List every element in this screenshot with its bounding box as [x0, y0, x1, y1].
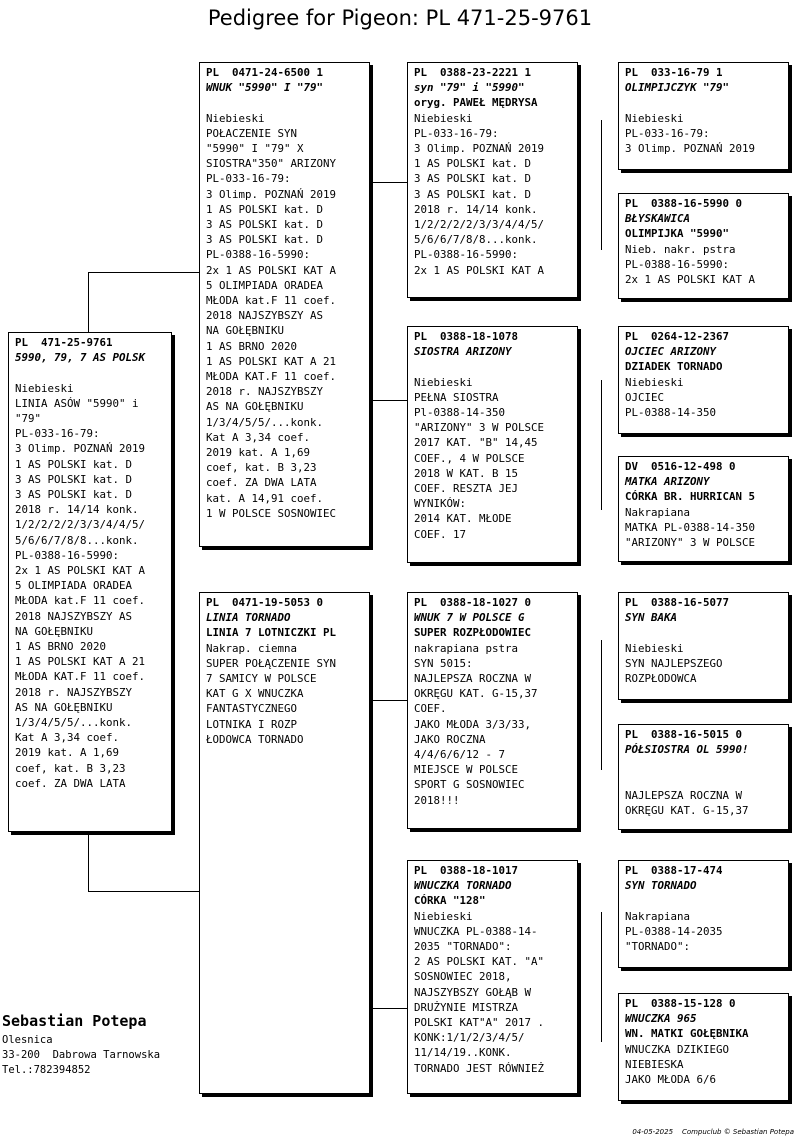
pigeon-info-line: 2018 r. NAJSZYBSZY [206, 385, 324, 399]
pigeon-info-line: WNUCZKA PL-0388-14- [414, 924, 538, 938]
pigeon-info-line: MŁODA KAT.F 11 coef. [206, 370, 337, 384]
pigeon-info-line: Kat A 3,34 coef. [15, 731, 120, 745]
pigeon-info-line: Niebieski [625, 375, 684, 389]
pigeon-info-line: KONK:1/1/2/3/4/5/ [414, 1031, 525, 1045]
pigeon-info-line: JAKO ROCZNA [414, 732, 486, 746]
pigeon-card-mf [407, 592, 578, 829]
pigeon-info-line: kat. A 14,91 coef. [206, 491, 324, 505]
ring-number: PL 471-25-9761 [15, 336, 113, 349]
ring-number: PL 0471-24-6500 1 [206, 66, 324, 79]
pigeon-info-line: 2018 NAJSZYBSZY AS [206, 309, 324, 323]
pigeon-info-line: SOSNOWIEC 2018, [414, 970, 512, 984]
pigeon-info-line: 2x 1 AS POLSKI KAT A [414, 263, 545, 277]
pigeon-info-line: 4/4/6/6/12 - 7 [414, 748, 506, 762]
pigeon-info-line: COEF. RESZTA JEJ [414, 482, 519, 496]
pigeon-info-line: 3 AS POLSKI kat. D [206, 218, 324, 232]
pigeon-info-line [414, 359, 571, 374]
pigeon-info-line: 1 AS BRNO 2020 [15, 640, 107, 654]
ring-number: DV 0516-12-498 0 [625, 460, 736, 473]
pigeon-info-line: Nieb. nakr. pstra [625, 242, 736, 256]
pigeon-card-fff [618, 62, 789, 170]
pigeon-info-line [625, 757, 782, 772]
pigeon-info-line: 3 AS POLSKI kat. D [414, 187, 532, 201]
ring-number: PL 0388-17-474 [625, 864, 723, 877]
owner-city: Olesnica [2, 1034, 53, 1046]
pigeon-info-line: NIEBIESKA [625, 1057, 684, 1071]
pigeon-info-line: CÓRKA "128" [414, 894, 486, 908]
pigeon-info-line: 3 Olimp. POZNAŃ 2019 [625, 142, 756, 156]
pigeon-info-line: 2 AS POLSKI KAT. "A" [414, 955, 545, 969]
ring-number: PL 0264-12-2367 [625, 330, 730, 343]
connector-mm-parents [601, 912, 602, 1042]
pigeon-info-line: 2x 1 AS POLSKI KAT A [15, 564, 146, 578]
owner-info [2, 1012, 160, 1078]
pigeon-card-fmf [618, 326, 789, 434]
pigeon-info-line: ŁODOWCA TORNADO [206, 732, 304, 746]
pigeon-info-line: PL-0388-14-2035 [625, 924, 723, 938]
pigeon-info-line: SYN NAJLEPSZEGO [625, 656, 723, 670]
pigeon-info-line: 2019 kat. A 1,69 [15, 746, 120, 760]
pigeon-name: LINIA TORNADO [206, 611, 291, 625]
pigeon-card-mmf [618, 860, 789, 968]
pigeon-info-line [625, 773, 782, 788]
connector-father-fm [370, 400, 407, 401]
pigeon-info-line: WNUCZKA DZIKIEGO [625, 1042, 730, 1056]
pigeon-info-line: Nakrap. ciemna [206, 641, 298, 655]
pigeon-name: WNUK 7 W POLSCE G [414, 611, 525, 625]
pigeon-info-line: "79" [15, 412, 42, 426]
connector-father-ff [370, 182, 407, 183]
pigeon-info-line: DZIADEK TORNADO [625, 360, 723, 374]
pigeon-info-line: PL-0388-16-5990: [206, 248, 311, 262]
pigeon-info-line: Pl-0388-14-350 [414, 406, 506, 420]
pigeon-info-line: SIOSTRA"350" ARIZONY [206, 157, 337, 171]
pigeon-info-line: 2018 W KAT. B 15 [414, 466, 519, 480]
pigeon-info-line: AS NA GOŁĘBNIKU [206, 400, 304, 414]
pigeon-info-line: COEF., 4 W POLSCE [414, 451, 525, 465]
pigeon-name: SIOSTRA ARIZONY [414, 345, 512, 359]
pigeon-info-line: PL-0388-14-350 [625, 406, 717, 420]
pigeon-info-line: "ARIZONY" 3 W POLSCE [625, 536, 756, 550]
pigeon-info-line: oryg. PAWEŁ MĘDRYSA [414, 96, 538, 110]
pigeon-info-line: PL-033-16-79: [15, 427, 100, 441]
pigeon-info-line: 1/2/2/2/2/3/3/4/4/5/ [414, 218, 545, 232]
pigeon-info-line: Nakrapiana [625, 505, 691, 519]
ring-number: PL 0388-16-5077 [625, 596, 730, 609]
pigeon-info-line: 1/3/4/5/5/...konk. [206, 415, 324, 429]
pigeon-info-line: 1 AS POLSKI kat. D [15, 457, 133, 471]
pigeon-info-line: JAKO MŁODA 6/6 [625, 1073, 717, 1087]
pigeon-info-line: MŁODA KAT.F 11 coef. [15, 670, 146, 684]
pigeon-info-line: 1 AS BRNO 2020 [206, 339, 298, 353]
connector-ff-parents [601, 120, 602, 250]
pigeon-info-line: KAT G X WNUCZKA [206, 687, 304, 701]
ring-number: PL 0471-19-5053 0 [206, 596, 324, 609]
pigeon-name: syn "79" i "5990" [414, 81, 525, 95]
pigeon-info-line: Niebieski [625, 641, 684, 655]
connector-main-mother [88, 832, 89, 892]
pigeon-info-line: SUPER POŁĄCZENIE SYN [206, 656, 337, 670]
pigeon-info-line: 1 AS POLSKI kat. D [414, 157, 532, 171]
page-title: Pedigree for Pigeon: PL 471-25-9761 [207, 6, 593, 30]
pigeon-info-line: nakrapiana pstra [414, 641, 519, 655]
pigeon-info-line: PL-033-16-79: [206, 172, 291, 186]
pigeon-info-line: 5/6/6/7/8/8...konk. [414, 233, 538, 247]
pigeon-name: PÓŁSIOSTRA OL 5990! [625, 743, 749, 757]
pigeon-info-line: 7 SAMICY W POLSCE [206, 672, 317, 686]
pigeon-info-line: FANTASTYCZNEGO [206, 702, 298, 716]
pigeon-info-line: 2018 r. NAJSZYBSZY [15, 685, 133, 699]
connector-main-mother-h [88, 891, 199, 892]
pigeon-info-line: 11/14/19..KONK. [414, 1046, 512, 1060]
pigeon-info-line: 2019 kat. A 1,69 [206, 446, 311, 460]
pigeon-info-line: WYNIKÓW: [414, 497, 467, 511]
pigeon-info-line: MIEJSCE W POLSCE [414, 763, 519, 777]
pigeon-info-line: OKRĘGU KAT. G-15,37 [625, 804, 749, 818]
connector-fm-parents [601, 380, 602, 510]
pigeon-info-line: 2x 1 AS POLSKI KAT A [625, 273, 756, 287]
pigeon-info-line: "5990" I "79" X [206, 142, 304, 156]
pigeon-info-line: 2017 KAT. "B" 14,45 [414, 436, 538, 450]
pigeon-info-line: OJCIEC [625, 390, 665, 404]
connector-mother-mm [370, 1008, 407, 1009]
pigeon-card-mfm [618, 724, 789, 830]
pigeon-info-line: 1 AS POLSKI KAT A 21 [206, 354, 337, 368]
pigeon-info-line: Niebieski [625, 111, 684, 125]
pigeon-card-mff [618, 592, 789, 700]
pigeon-info-line: WN. MATKI GOŁĘBNIKA [625, 1027, 749, 1041]
pigeon-info-line: 1 AS POLSKI KAT A 21 [15, 655, 146, 669]
pigeon-info-line: CÓRKA BR. HURRICAN 5 [625, 490, 756, 504]
pigeon-info-line: NAJSZYBSZY GOŁĄB W [414, 985, 532, 999]
pigeon-info-line: AS NA GOŁĘBNIKU [15, 700, 113, 714]
pigeon-info-line: PL-0388-16-5990: [625, 257, 730, 271]
pigeon-info-line: LINIA 7 LOTNICZKI PL [206, 626, 337, 640]
pigeon-info-line: 5/6/6/7/8/8...konk. [15, 533, 139, 547]
pigeon-info-line: Nakrapiana [625, 909, 691, 923]
pigeon-info-line: 1 AS POLSKI kat. D [206, 202, 324, 216]
connector-main-father-h [88, 272, 199, 273]
pigeon-info-line: DRUŻYNIE MISTRZA [414, 1000, 519, 1014]
pigeon-info-line: Niebieski [206, 111, 265, 125]
pigeon-info-line [15, 365, 165, 380]
pigeon-info-line: 2014 KAT. MŁODE [414, 512, 512, 526]
pigeon-info-line: Niebieski [414, 375, 473, 389]
pigeon-name: MATKA ARIZONY [625, 475, 710, 489]
pigeon-name: OJCIEC ARIZONY [625, 345, 717, 359]
pigeon-card-main [8, 332, 172, 832]
pigeon-info-line [625, 95, 782, 110]
pigeon-name: SYN BAKA [625, 611, 678, 625]
owner-phone: Tel.:782394852 [2, 1064, 91, 1076]
pigeon-info-line: coef. ZA DWA LATA [15, 776, 126, 790]
footer-credit: Compuclub © Sebastian Potepa [681, 1128, 794, 1136]
pigeon-info-line: OLIMPIJKA "5990" [625, 227, 730, 241]
pigeon-info-line: SYN 5015: [414, 656, 473, 670]
pigeon-info-line: Kat A 3,34 coef. [206, 430, 311, 444]
pigeon-info-line: 5 OLIMPIADA ORADEA [206, 278, 324, 292]
pigeon-info-line: SPORT G SOSNOWIEC [414, 778, 525, 792]
ring-number: PL 0388-16-5015 0 [625, 728, 743, 741]
pigeon-info-line: MŁODA kat.F 11 coef. [206, 294, 337, 308]
pigeon-info-line: PEŁNA SIOSTRA [414, 390, 499, 404]
pigeon-info-line: ROZPŁODOWCA [625, 672, 697, 686]
pigeon-info-line [625, 893, 782, 908]
pigeon-name: SYN TORNADO [625, 879, 697, 893]
pigeon-info-line: NA GOŁĘBNIKU [15, 624, 94, 638]
pigeon-info-line: 3 AS POLSKI kat. D [15, 488, 133, 502]
pigeon-info-line: OKRĘGU KAT. G-15,37 [414, 687, 538, 701]
owner-name: Sebastian Potepa [2, 1012, 147, 1030]
pigeon-name: 5990, 79, 7 AS POLSK [15, 351, 146, 365]
pigeon-card-mother [199, 592, 370, 1094]
pigeon-info-line: TORNADO JEST RÓWNIEŻ [414, 1061, 545, 1075]
pigeon-info-line: POŁACZENIE SYN [206, 126, 298, 140]
pigeon-info-line: PL-033-16-79: [625, 126, 710, 140]
pigeon-name: OLIMPIJCZYK "79" [625, 81, 730, 95]
pigeon-info-line: 1/2/2/2/2/3/3/4/4/5/ [15, 518, 146, 532]
pigeon-info-line [206, 95, 363, 110]
footer-date: 04-05-2025 [632, 1128, 674, 1136]
ring-number: PL 0388-15-128 0 [625, 997, 736, 1010]
ring-number: PL 0388-18-1078 [414, 330, 519, 343]
pigeon-info-line: 2018!!! [414, 793, 460, 807]
pigeon-info-line: coef, kat. B 3,23 [206, 461, 317, 475]
pigeon-card-fm [407, 326, 578, 563]
pigeon-info-line: COEF. [414, 702, 447, 716]
pigeon-info-line: coef. ZA DWA LATA [206, 476, 317, 490]
pigeon-info-line: COEF. 17 [414, 527, 467, 541]
footer [632, 1128, 794, 1136]
ring-number: PL 0388-16-5990 0 [625, 197, 743, 210]
owner-address: 33-200 Dabrowa Tarnowska [2, 1049, 161, 1061]
pigeon-card-mmm [618, 993, 789, 1101]
pigeon-name: WNUCZKA 965 [625, 1012, 697, 1026]
pigeon-info-line: 2018 r. 14/14 konk. [15, 503, 139, 517]
ring-number: PL 0388-18-1027 0 [414, 596, 532, 609]
pigeon-name: WNUCZKA TORNADO [414, 879, 512, 893]
pigeon-info-line: MŁODA kat.F 11 coef. [15, 594, 146, 608]
pigeon-name: BŁYSKAWICA [625, 212, 691, 226]
pigeon-info-line: PL-0388-16-5990: [15, 548, 120, 562]
pigeon-info-line: SUPER ROZPŁODOWIEC [414, 626, 532, 640]
pigeon-info-line: PL-0388-16-5990: [414, 248, 519, 262]
pigeon-info-line: NAJLEPSZA ROCZNA W [625, 788, 743, 802]
pigeon-info-line: NA GOŁĘBNIKU [206, 324, 285, 338]
pigeon-card-fmm [618, 456, 789, 562]
pigeon-info-line: 1 W POLSCE SOSNOWIEC [206, 506, 337, 520]
pigeon-info-line: 2x 1 AS POLSKI KAT A [206, 263, 337, 277]
pigeon-info-line: MATKA PL-0388-14-350 [625, 520, 756, 534]
ring-number: PL 0388-18-1017 [414, 864, 519, 877]
pigeon-info-line: POLSKI KAT"A" 2017 . [414, 1016, 545, 1030]
pigeon-info-line: Niebieski [414, 111, 473, 125]
pigeon-info-line: "TORNADO": [625, 940, 691, 954]
pigeon-info-line: "ARIZONY" 3 W POLSCE [414, 421, 545, 435]
pigeon-info-line: coef, kat. B 3,23 [15, 761, 126, 775]
pigeon-info-line: 3 Olimp. POZNAŃ 2019 [206, 187, 337, 201]
connector-main-father [88, 272, 89, 332]
pigeon-info-line: JAKO MŁODA 3/3/33, [414, 717, 532, 731]
pigeon-info-line: 3 AS POLSKI kat. D [414, 172, 532, 186]
pigeon-info-line: 3 AS POLSKI kat. D [206, 233, 324, 247]
pigeon-info-line: NAJLEPSZA ROCZNA W [414, 672, 532, 686]
pigeon-info-line: Niebieski [414, 909, 473, 923]
pigeon-info-line: 2018 NAJSZYBSZY AS [15, 609, 133, 623]
connector-mf-parents [601, 640, 602, 770]
pigeon-info-line: 3 Olimp. POZNAŃ 2019 [414, 142, 545, 156]
pigeon-card-ff [407, 62, 578, 298]
pigeon-name: WNUK "5990" I "79" [206, 81, 324, 95]
pigeon-info-line: 3 AS POLSKI kat. D [15, 472, 133, 486]
connector-mother-mf [370, 700, 407, 701]
pigeon-card-father [199, 62, 370, 547]
pigeon-info-line: PL-033-16-79: [414, 126, 499, 140]
pigeon-card-ffm [618, 193, 789, 299]
pigeon-info-line: LOTNIKA I ROZP [206, 717, 298, 731]
ring-number: PL 033-16-79 1 [625, 66, 723, 79]
pigeon-info-line: 5 OLIMPIADA ORADEA [15, 579, 133, 593]
pigeon-info-line: LINIA ASÓW "5990" i [15, 396, 139, 410]
pigeon-card-mm [407, 860, 578, 1094]
pigeon-info-line: 2035 "TORNADO": [414, 940, 512, 954]
pigeon-info-line: Niebieski [15, 381, 74, 395]
pigeon-info-line: 3 Olimp. POZNAŃ 2019 [15, 442, 146, 456]
ring-number: PL 0388-23-2221 1 [414, 66, 532, 79]
pigeon-info-line: 2018 r. 14/14 konk. [414, 202, 538, 216]
pigeon-info-line: 1/3/4/5/5/...konk. [15, 716, 133, 730]
pigeon-info-line [625, 625, 782, 640]
